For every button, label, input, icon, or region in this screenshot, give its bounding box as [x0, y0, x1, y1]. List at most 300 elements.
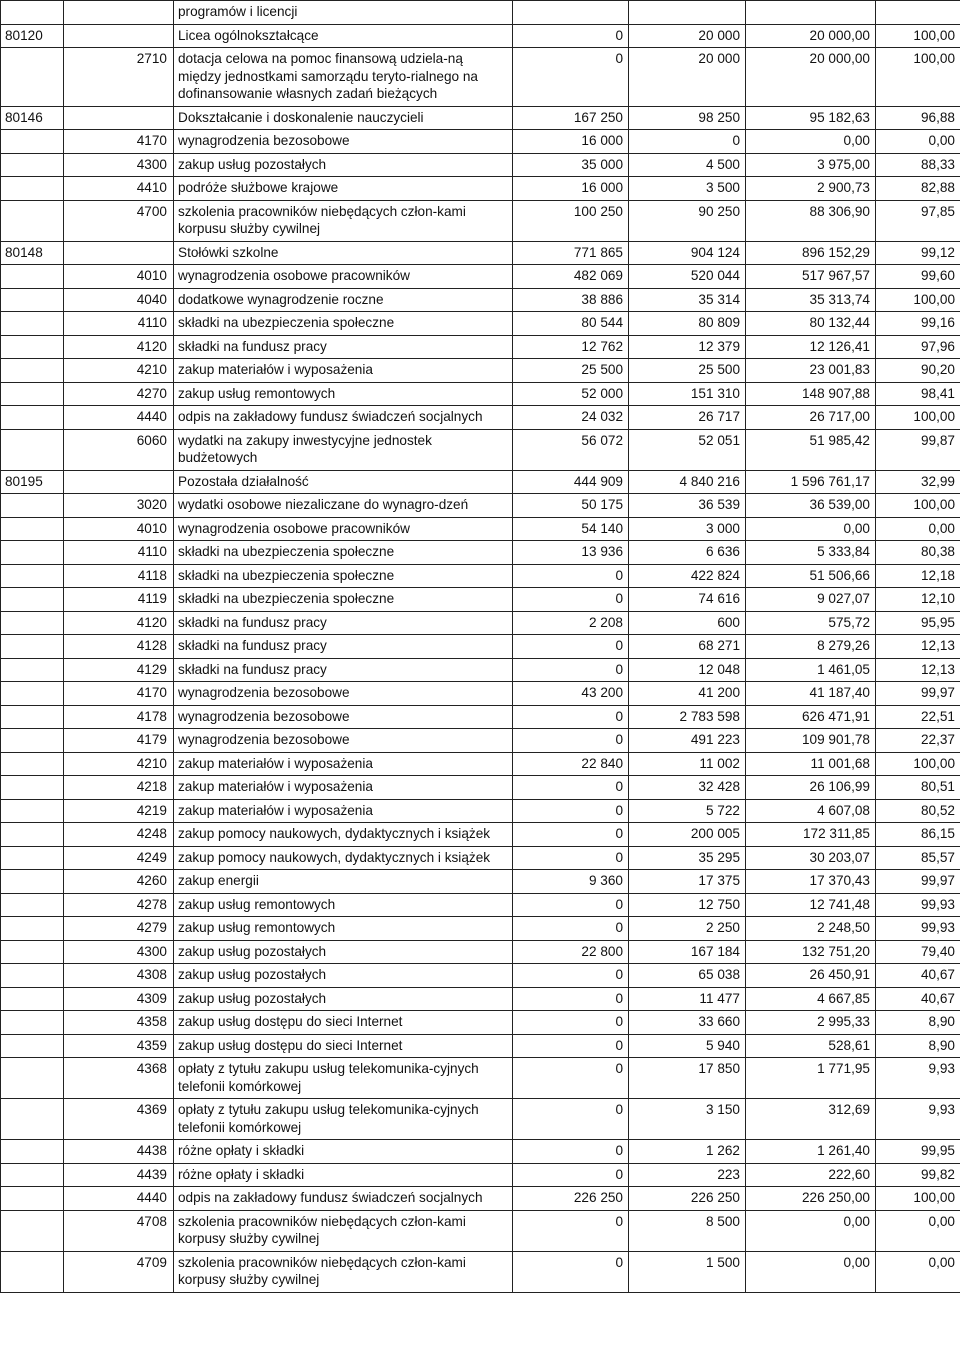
chapter-cell [1, 1140, 64, 1164]
chapter-cell [1, 1034, 64, 1058]
plan-cell: 35 000 [513, 153, 629, 177]
percent-cell: 40,67 [876, 987, 960, 1011]
chapter-cell [1, 658, 64, 682]
plan-after-changes-cell: 11 002 [629, 752, 746, 776]
paragraph-cell: 4170 [64, 682, 174, 706]
percent-cell: 40,67 [876, 964, 960, 988]
plan-cell: 0 [513, 1163, 629, 1187]
plan-cell: 16 000 [513, 130, 629, 154]
percent-cell: 99,97 [876, 870, 960, 894]
table-row [1, 611, 960, 635]
plan-cell: 0 [513, 658, 629, 682]
paragraph-cell: 4110 [64, 541, 174, 565]
table-row [1, 564, 960, 588]
paragraph-cell: 4210 [64, 752, 174, 776]
description-cell: składki na fundusz pracy [174, 635, 513, 659]
paragraph-cell: 4129 [64, 658, 174, 682]
chapter-cell [1, 893, 64, 917]
chapter-cell [1, 177, 64, 201]
paragraph-cell: 4270 [64, 382, 174, 406]
execution-cell: 222,60 [746, 1163, 876, 1187]
plan-after-changes-cell: 151 310 [629, 382, 746, 406]
paragraph-cell: 4170 [64, 130, 174, 154]
table-row [1, 1187, 960, 1211]
description-cell: wydatki osobowe niezaliczane do wynagro-dzeń [174, 494, 513, 518]
description-cell: odpis na zakładowy fundusz świadczeń socjalnych [174, 1187, 513, 1211]
percent-cell: 82,88 [876, 177, 960, 201]
percent-cell: 100,00 [876, 406, 960, 430]
execution-cell: 3 975,00 [746, 153, 876, 177]
paragraph-cell: 4279 [64, 917, 174, 941]
table-row [1, 964, 960, 988]
plan-after-changes-cell: 33 660 [629, 1011, 746, 1035]
plan-cell: 0 [513, 776, 629, 800]
table-row [1, 1034, 960, 1058]
plan-cell: 56 072 [513, 429, 629, 470]
table-row [1, 823, 960, 847]
description-cell: różne opłaty i składki [174, 1140, 513, 1164]
table-row [1, 106, 960, 130]
paragraph-cell: 4709 [64, 1251, 174, 1292]
description-cell: podróże służbowe krajowe [174, 177, 513, 201]
plan-after-changes-cell: 167 184 [629, 940, 746, 964]
paragraph-cell: 2710 [64, 48, 174, 107]
plan-cell: 0 [513, 987, 629, 1011]
plan-after-changes-cell: 12 379 [629, 335, 746, 359]
table-row [1, 241, 960, 265]
chapter-cell: 80148 [1, 241, 64, 265]
plan-after-changes-cell: 4 840 216 [629, 470, 746, 494]
percent-cell: 99,93 [876, 893, 960, 917]
chapter-cell [1, 1251, 64, 1292]
plan-cell: 0 [513, 917, 629, 941]
chapter-cell: 80195 [1, 470, 64, 494]
percent-cell: 8,90 [876, 1011, 960, 1035]
chapter-cell [1, 729, 64, 753]
plan-after-changes-cell: 422 824 [629, 564, 746, 588]
percent-cell: 0,00 [876, 1251, 960, 1292]
paragraph-cell [64, 24, 174, 48]
description-cell: zakup materiałów i wyposażenia [174, 752, 513, 776]
chapter-cell [1, 406, 64, 430]
plan-cell: 0 [513, 846, 629, 870]
table-row [1, 776, 960, 800]
plan-cell: 482 069 [513, 265, 629, 289]
table-row [1, 870, 960, 894]
plan-after-changes-cell: 8 500 [629, 1210, 746, 1251]
plan-cell: 25 500 [513, 359, 629, 383]
table-row [1, 987, 960, 1011]
table-row [1, 729, 960, 753]
description-cell: szkolenia pracowników niebędących człon-kami korpusy służby cywilnej [174, 1210, 513, 1251]
plan-cell: 0 [513, 1011, 629, 1035]
plan-after-changes-cell: 2 783 598 [629, 705, 746, 729]
description-cell: składki na ubezpieczenia społeczne [174, 564, 513, 588]
plan-cell: 100 250 [513, 200, 629, 241]
plan-after-changes-cell: 3 500 [629, 177, 746, 201]
table-row [1, 588, 960, 612]
execution-cell: 2 248,50 [746, 917, 876, 941]
chapter-cell [1, 1011, 64, 1035]
plan-after-changes-cell: 6 636 [629, 541, 746, 565]
table-row [1, 48, 960, 107]
description-cell: odpis na zakładowy fundusz świadczeń socjalnych [174, 406, 513, 430]
description-cell: Licea ogólnokształcące [174, 24, 513, 48]
execution-cell: 41 187,40 [746, 682, 876, 706]
table-row [1, 940, 960, 964]
chapter-cell [1, 429, 64, 470]
chapter-cell [1, 335, 64, 359]
chapter-cell [1, 153, 64, 177]
paragraph-cell: 4410 [64, 177, 174, 201]
paragraph-cell: 4358 [64, 1011, 174, 1035]
paragraph-cell: 4249 [64, 846, 174, 870]
table-row [1, 153, 960, 177]
description-cell: zakup usług pozostałych [174, 940, 513, 964]
plan-cell: 0 [513, 893, 629, 917]
plan-after-changes-cell: 2 250 [629, 917, 746, 941]
execution-cell: 36 539,00 [746, 494, 876, 518]
chapter-cell [1, 799, 64, 823]
percent-cell: 99,87 [876, 429, 960, 470]
chapter-cell [1, 517, 64, 541]
percent-cell: 0,00 [876, 517, 960, 541]
table-row [1, 705, 960, 729]
execution-cell: 51 985,42 [746, 429, 876, 470]
execution-cell: 26 450,91 [746, 964, 876, 988]
paragraph-cell: 4439 [64, 1163, 174, 1187]
paragraph-cell: 4278 [64, 893, 174, 917]
execution-cell: 109 901,78 [746, 729, 876, 753]
percent-cell: 85,57 [876, 846, 960, 870]
description-cell: różne opłaty i składki [174, 1163, 513, 1187]
percent-cell: 22,37 [876, 729, 960, 753]
plan-after-changes-cell: 904 124 [629, 241, 746, 265]
table-row [1, 406, 960, 430]
plan-cell: 43 200 [513, 682, 629, 706]
percent-cell: 100,00 [876, 494, 960, 518]
table-row [1, 1163, 960, 1187]
percent-cell: 9,93 [876, 1058, 960, 1099]
description-cell: zakup usług pozostałych [174, 153, 513, 177]
plan-cell: 0 [513, 964, 629, 988]
chapter-cell [1, 1187, 64, 1211]
description-cell: wynagrodzenia bezosobowe [174, 130, 513, 154]
table-row [1, 658, 960, 682]
description-cell: dodatkowe wynagrodzenie roczne [174, 288, 513, 312]
plan-cell: 0 [513, 48, 629, 107]
percent-cell: 100,00 [876, 1187, 960, 1211]
execution-cell: 30 203,07 [746, 846, 876, 870]
plan-after-changes-cell: 600 [629, 611, 746, 635]
plan-after-changes-cell: 25 500 [629, 359, 746, 383]
plan-cell: 0 [513, 1034, 629, 1058]
chapter-cell: 80146 [1, 106, 64, 130]
paragraph-cell: 4110 [64, 312, 174, 336]
plan-cell: 0 [513, 729, 629, 753]
execution-cell: 172 311,85 [746, 823, 876, 847]
paragraph-cell [64, 241, 174, 265]
plan-cell: 52 000 [513, 382, 629, 406]
chapter-cell [1, 48, 64, 107]
paragraph-cell: 4128 [64, 635, 174, 659]
plan-cell: 38 886 [513, 288, 629, 312]
chapter-cell [1, 682, 64, 706]
percent-cell: 12,18 [876, 564, 960, 588]
percent-cell: 12,13 [876, 658, 960, 682]
plan-after-changes-cell: 68 271 [629, 635, 746, 659]
chapter-cell [1, 964, 64, 988]
plan-cell: 0 [513, 823, 629, 847]
description-cell: zakup materiałów i wyposażenia [174, 776, 513, 800]
plan-after-changes-cell: 17 850 [629, 1058, 746, 1099]
execution-cell: 896 152,29 [746, 241, 876, 265]
chapter-cell [1, 705, 64, 729]
description-cell: zakup usług remontowych [174, 917, 513, 941]
execution-cell: 26 106,99 [746, 776, 876, 800]
table-row [1, 429, 960, 470]
table-row [1, 893, 960, 917]
plan-after-changes-cell: 90 250 [629, 200, 746, 241]
chapter-cell [1, 987, 64, 1011]
percent-cell: 100,00 [876, 288, 960, 312]
paragraph-cell: 4300 [64, 940, 174, 964]
percent-cell: 0,00 [876, 130, 960, 154]
chapter-cell [1, 359, 64, 383]
plan-cell: 167 250 [513, 106, 629, 130]
plan-cell: 12 762 [513, 335, 629, 359]
table-row [1, 541, 960, 565]
description-cell: Dokształcanie i doskonalenie nauczycieli [174, 106, 513, 130]
paragraph-cell: 4040 [64, 288, 174, 312]
plan-after-changes-cell: 20 000 [629, 24, 746, 48]
percent-cell: 9,93 [876, 1099, 960, 1140]
execution-cell [746, 1, 876, 25]
chapter-cell [1, 1163, 64, 1187]
chapter-cell [1, 611, 64, 635]
description-cell: składki na fundusz pracy [174, 658, 513, 682]
paragraph-cell: 4178 [64, 705, 174, 729]
plan-cell: 0 [513, 1140, 629, 1164]
plan-cell: 0 [513, 705, 629, 729]
paragraph-cell [64, 1, 174, 25]
plan-cell: 9 360 [513, 870, 629, 894]
execution-cell: 23 001,83 [746, 359, 876, 383]
execution-cell: 5 333,84 [746, 541, 876, 565]
percent-cell: 97,96 [876, 335, 960, 359]
paragraph-cell: 4210 [64, 359, 174, 383]
paragraph-cell: 4308 [64, 964, 174, 988]
paragraph-cell: 4438 [64, 1140, 174, 1164]
paragraph-cell: 4309 [64, 987, 174, 1011]
plan-cell: 54 140 [513, 517, 629, 541]
plan-after-changes-cell: 5 722 [629, 799, 746, 823]
plan-cell: 13 936 [513, 541, 629, 565]
description-cell: Stołówki szkolne [174, 241, 513, 265]
execution-cell: 35 313,74 [746, 288, 876, 312]
execution-cell: 226 250,00 [746, 1187, 876, 1211]
percent-cell: 80,51 [876, 776, 960, 800]
percent-cell: 98,41 [876, 382, 960, 406]
execution-cell: 4 607,08 [746, 799, 876, 823]
execution-cell: 8 279,26 [746, 635, 876, 659]
execution-cell: 148 907,88 [746, 382, 876, 406]
paragraph-cell: 4369 [64, 1099, 174, 1140]
table-row [1, 635, 960, 659]
description-cell: zakup pomocy naukowych, dydaktycznych i książek [174, 846, 513, 870]
chapter-cell [1, 312, 64, 336]
chapter-cell [1, 130, 64, 154]
table-row [1, 24, 960, 48]
plan-after-changes-cell: 520 044 [629, 265, 746, 289]
execution-cell: 0,00 [746, 130, 876, 154]
plan-cell: 0 [513, 635, 629, 659]
plan-after-changes-cell: 65 038 [629, 964, 746, 988]
chapter-cell [1, 940, 64, 964]
percent-cell: 80,38 [876, 541, 960, 565]
table-row [1, 359, 960, 383]
paragraph-cell: 4260 [64, 870, 174, 894]
plan-after-changes-cell: 41 200 [629, 682, 746, 706]
table-row [1, 846, 960, 870]
table-row [1, 799, 960, 823]
plan-cell: 22 800 [513, 940, 629, 964]
chapter-cell [1, 265, 64, 289]
plan-after-changes-cell: 0 [629, 130, 746, 154]
plan-cell: 0 [513, 564, 629, 588]
description-cell: składki na ubezpieczenia społeczne [174, 588, 513, 612]
chapter-cell: 80120 [1, 24, 64, 48]
chapter-cell [1, 541, 64, 565]
percent-cell: 88,33 [876, 153, 960, 177]
paragraph-cell: 4218 [64, 776, 174, 800]
percent-cell: 100,00 [876, 752, 960, 776]
plan-after-changes-cell: 36 539 [629, 494, 746, 518]
description-cell: zakup energii [174, 870, 513, 894]
table-row [1, 1099, 960, 1140]
plan-after-changes-cell: 98 250 [629, 106, 746, 130]
plan-after-changes-cell: 12 750 [629, 893, 746, 917]
chapter-cell [1, 564, 64, 588]
chapter-cell [1, 494, 64, 518]
description-cell: wynagrodzenia bezosobowe [174, 729, 513, 753]
plan-cell: 0 [513, 799, 629, 823]
description-cell: zakup usług pozostałych [174, 987, 513, 1011]
execution-cell: 1 261,40 [746, 1140, 876, 1164]
chapter-cell [1, 846, 64, 870]
percent-cell: 96,88 [876, 106, 960, 130]
plan-cell: 771 865 [513, 241, 629, 265]
execution-cell: 20 000,00 [746, 24, 876, 48]
plan-after-changes-cell: 74 616 [629, 588, 746, 612]
description-cell: składki na fundusz pracy [174, 335, 513, 359]
table-row [1, 1210, 960, 1251]
plan-cell: 0 [513, 1058, 629, 1099]
description-cell: zakup pomocy naukowych, dydaktycznych i książek [174, 823, 513, 847]
percent-cell: 99,16 [876, 312, 960, 336]
description-cell: składki na fundusz pracy [174, 611, 513, 635]
execution-cell: 626 471,91 [746, 705, 876, 729]
plan-after-changes-cell: 1 500 [629, 1251, 746, 1292]
execution-cell: 528,61 [746, 1034, 876, 1058]
plan-after-changes-cell: 80 809 [629, 312, 746, 336]
paragraph-cell: 4010 [64, 265, 174, 289]
execution-cell: 517 967,57 [746, 265, 876, 289]
table-row [1, 1140, 960, 1164]
table-row [1, 517, 960, 541]
plan-cell: 0 [513, 24, 629, 48]
chapter-cell [1, 870, 64, 894]
chapter-cell [1, 635, 64, 659]
description-cell: dotacja celowa na pomoc finansową udziela-ną między jednostkami samorządu teryto-rialnego na dofinansowanie własnych zadań bieżących [174, 48, 513, 107]
plan-after-changes-cell: 12 048 [629, 658, 746, 682]
percent-cell: 0,00 [876, 1210, 960, 1251]
execution-cell: 88 306,90 [746, 200, 876, 241]
percent-cell: 8,90 [876, 1034, 960, 1058]
plan-after-changes-cell: 32 428 [629, 776, 746, 800]
execution-cell: 51 506,66 [746, 564, 876, 588]
description-cell: składki na ubezpieczenia społeczne [174, 541, 513, 565]
table-row [1, 335, 960, 359]
execution-cell: 2 900,73 [746, 177, 876, 201]
chapter-cell [1, 752, 64, 776]
table-row [1, 1251, 960, 1292]
execution-cell: 2 995,33 [746, 1011, 876, 1035]
chapter-cell [1, 588, 64, 612]
plan-after-changes-cell: 226 250 [629, 1187, 746, 1211]
plan-after-changes-cell: 3 150 [629, 1099, 746, 1140]
description-cell: wynagrodzenia bezosobowe [174, 705, 513, 729]
chapter-cell [1, 1099, 64, 1140]
execution-cell: 80 132,44 [746, 312, 876, 336]
percent-cell: 95,95 [876, 611, 960, 635]
description-cell: zakup materiałów i wyposażenia [174, 359, 513, 383]
execution-cell: 132 751,20 [746, 940, 876, 964]
table-row [1, 494, 960, 518]
chapter-cell [1, 1058, 64, 1099]
description-cell: zakup usług dostępu do sieci Internet [174, 1034, 513, 1058]
chapter-cell [1, 200, 64, 241]
table-row [1, 312, 960, 336]
percent-cell: 12,10 [876, 588, 960, 612]
execution-cell: 4 667,85 [746, 987, 876, 1011]
description-cell: Pozostała działalność [174, 470, 513, 494]
plan-after-changes-cell: 20 000 [629, 48, 746, 107]
execution-cell: 17 370,43 [746, 870, 876, 894]
execution-cell: 12 741,48 [746, 893, 876, 917]
percent-cell: 100,00 [876, 48, 960, 107]
paragraph-cell: 4708 [64, 1210, 174, 1251]
execution-cell: 9 027,07 [746, 588, 876, 612]
description-cell: opłaty z tytułu zakupu usług telekomunika-cyjnych telefonii komórkowej [174, 1058, 513, 1099]
plan-cell: 0 [513, 588, 629, 612]
execution-cell: 11 001,68 [746, 752, 876, 776]
percent-cell: 100,00 [876, 24, 960, 48]
paragraph-cell [64, 106, 174, 130]
paragraph-cell: 4248 [64, 823, 174, 847]
percent-cell: 90,20 [876, 359, 960, 383]
table-row [1, 265, 960, 289]
execution-cell: 575,72 [746, 611, 876, 635]
paragraph-cell: 4118 [64, 564, 174, 588]
chapter-cell [1, 1, 64, 25]
execution-cell: 12 126,41 [746, 335, 876, 359]
paragraph-cell: 3020 [64, 494, 174, 518]
description-cell: szkolenia pracowników niebędących człon-kami korpusy służby cywilnej [174, 1251, 513, 1292]
execution-cell: 20 000,00 [746, 48, 876, 107]
plan-cell: 50 175 [513, 494, 629, 518]
paragraph-cell: 4119 [64, 588, 174, 612]
